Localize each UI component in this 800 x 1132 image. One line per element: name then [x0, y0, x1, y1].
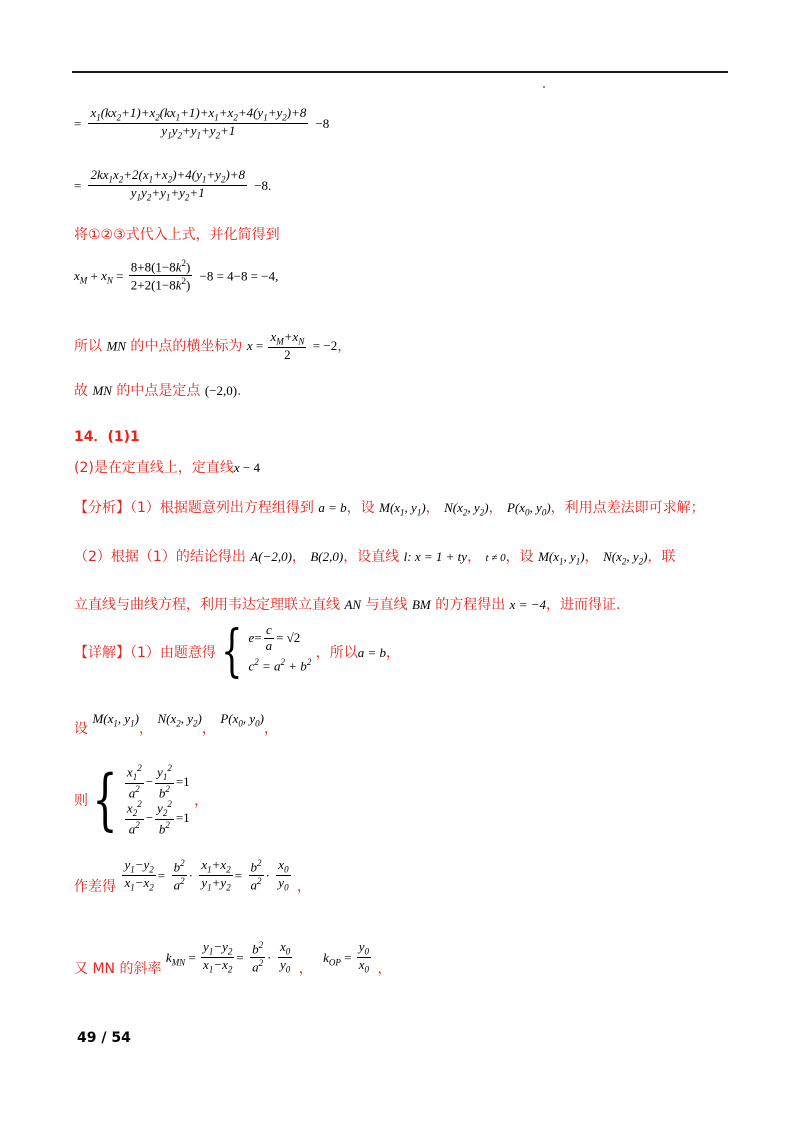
difference-line: 作差得 $\frac{y_1-y_2}{x_1-x_2}$ = $\frac{b^2}{a^2}$ · $\frac{x_1+x_2}{y_1+y_2}$ = $\frac{b^2}{a^2}$ · $\frac{x_0}{y_0}$ ，	[74, 857, 312, 895]
problem-14-heading: 14．(1)1	[74, 429, 140, 445]
slope-line: 又 MN 的斜率 $k_{MN}$ = $\frac{y_1-y_2}{x_1-x_2}$ = $\frac{b^2}{a^2}$ · $\frac{x_0}{y_0}$ ， $k_{OP}$ = $\frac{y_0}{x_0}$ ，	[74, 939, 392, 977]
ellipse-system: 则 { $\frac{x_1^2}{a^2}$ − $\frac{y_1^2}{b^2}$ =1 $\frac{x_2^2}{a^2}$ − $\frac{y_2^2}{b^2}$ =1 ，	[74, 761, 209, 838]
substitution-note: 将①②③式代入上式，并化简得到	[74, 227, 280, 243]
fixed-point-line: 故 MN 的中点是定点 (−2,0).	[74, 383, 242, 399]
header-dot	[543, 86, 545, 88]
analysis-line-2: （2）根据（1）的结论得出 A(−2,0)， B(2,0)，设直线 l: x = 1 + ty， t ≠ 0，设 $M(x_1$, $y_1$)， $N(x_2$, $y_2$)，联	[74, 549, 676, 567]
equation-line-3: $x_M + x_N$ = $\frac{8+8(1-8k^2)}{2+2(1-8k^2)}$ −8 = 4−8 = −4,	[74, 258, 279, 293]
analysis-line-3: 立直线与曲线方程，利用韦达定理联立直线 AN 与直线 BM 的方程得出 x = −4，进而得证.	[74, 597, 621, 613]
set-points-line: 设 $M(x_1$, $y_1$)， $N(x_2$, $y_2$)， $P(x_0$, $y_0$)，	[74, 711, 278, 737]
header-rule	[72, 71, 728, 73]
midpoint-line: 所以 MN 的中点的横坐标为 x = $\frac{x_M+x_N}{2}$ = −2，	[74, 329, 352, 362]
equation-line-2: = $\frac{2kx_1x_2+2(x_1+x_2)+4(y_1+y_2)+8}{y_1y_2+y_1+y_2+1}$ −8.	[74, 167, 272, 203]
analysis-line-1: 【分析】（1）根据题意列出方程组得到 a = b，设 $M(x_1$, $y_1$)， $N(x_2$, $y_2$)， $P(x_0$, $y_0$)，利用点差法即可求解；	[74, 500, 705, 518]
equation-line-1: = $\frac{x_1(kx_2+1)+x_2(kx_1+1)+x_1+x_2+4(y_1+y_2)+8}{y_1y_2+y_1+y_2+1}$ −8	[74, 105, 330, 141]
page-number: 49 / 54	[77, 1030, 131, 1046]
problem-14-part2: (2)是在定直线上，定直线x − 4	[74, 460, 260, 476]
detail-line-1: 【详解】（1）由题意得 { e = $\frac{c}{a}$ = √2 $c^2 = a^2 + b^2$ ，所以a = b，	[74, 619, 401, 684]
